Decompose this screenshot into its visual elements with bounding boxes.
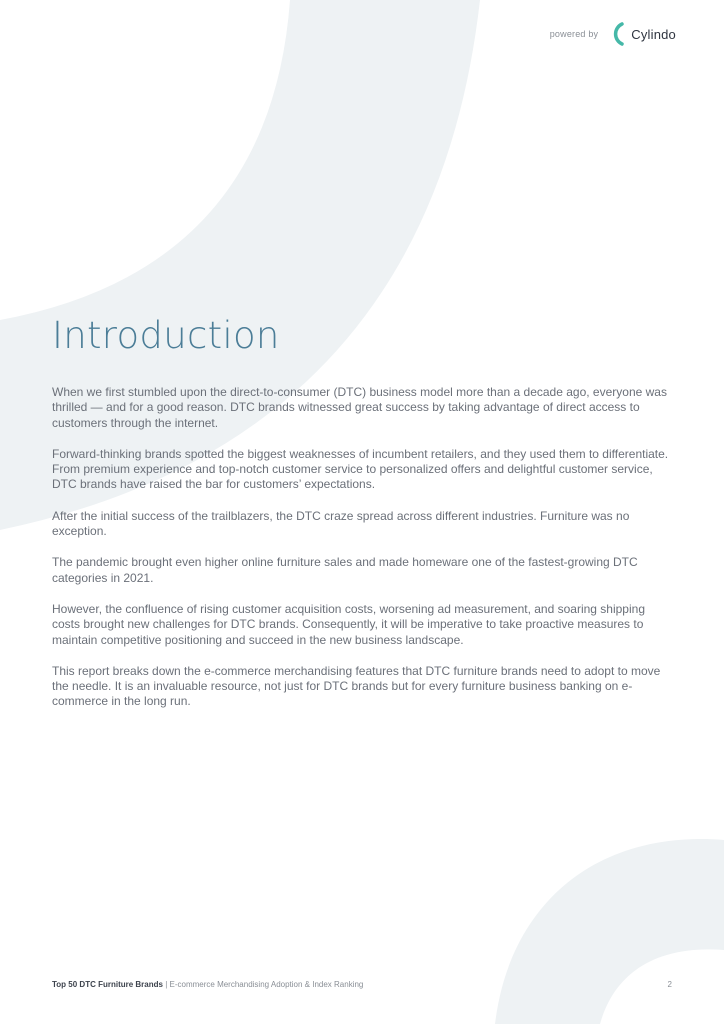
paragraph: However, the confluence of rising customer acquisition costs, worsening ad measurement, and soaring shipping costs brought new challenges for DTC brands. Consequently, it will be imperative to take proactive measures to maintain competitive positioning and succeed in the new business landscape. [52,601,645,647]
decor-arc-bottom [495,839,724,1024]
paragraph: The pandemic brought even higher online furniture sales and made homeware one of the fastest-growing DTC categories in 2021. [52,555,638,585]
footer-separator: | [162,980,170,989]
brand-header [550,21,676,47]
paragraph: After the initial success of the trailblazers, the DTC craze spread across different industries. Furniture was no exception. [52,508,630,539]
powered-by-label: powered by [549,29,599,39]
page-footer [52,980,672,989]
paragraph: This report breaks down the e-commerce merchandising features that DTC furniture brands need to adopt to move the needle. It is an invaluable resource, not just for DTC brands but for every furniture business banking on e-commerce in the long run. [52,663,661,709]
paragraph: When we first stumbled upon the direct-to-consumer (DTC) business model more than a decade ago, everyone was thrilled — and for a good reason. DTC brands witnessed great success by taking advantage of direct access to customers through the internet. [52,385,667,430]
footer-report-title: Top 50 DTC Furniture Brands [52,980,163,989]
cylindo-logo-icon [608,21,626,47]
page-title: Introduction [52,314,280,357]
paragraph: Forward-thinking brands spotted the biggest weaknesses of incumbent retailers, and they used them to differentiate. From premium experience and top-notch customer service to personalized offers and delightful customer service, DTC brands have raised the bar for customers’ expectations. [52,446,669,492]
footer-subtitle: E-commerce Merchandising Adoption & Index Ranking [169,980,364,989]
intro-body [52,385,674,726]
brand-name: Cylindo [631,26,676,42]
page-number: 2 [667,980,672,989]
footer-title-line [52,980,363,989]
